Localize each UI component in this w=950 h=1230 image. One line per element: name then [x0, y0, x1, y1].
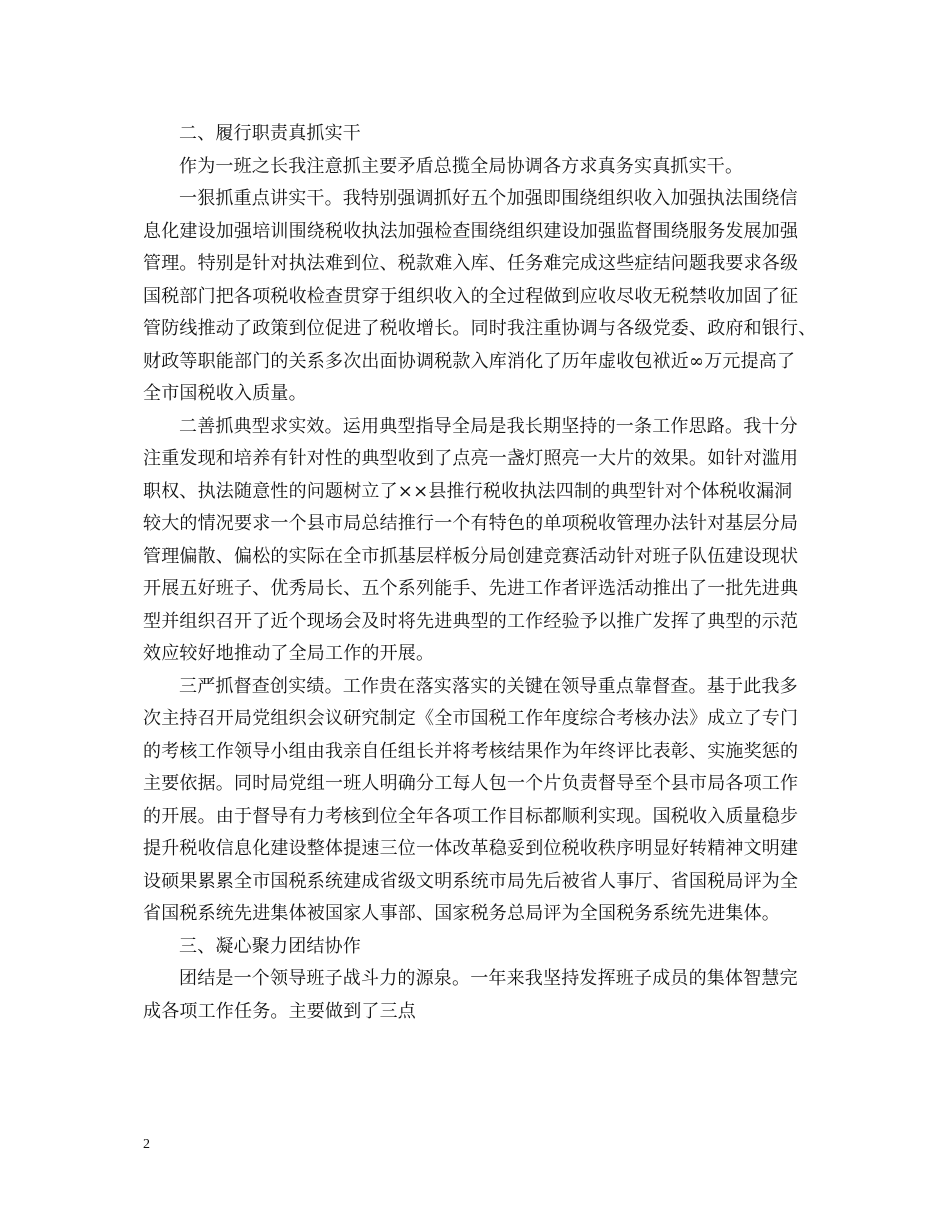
text-line: 开展五好班子、优秀局长、五个系列能手、先进工作者评选活动推出了一批先进典 [143, 578, 799, 599]
text-line: 的开展。由于督导有力考核到位全年各项工作目标都顺利实现。国税收入质量稳步 [143, 805, 799, 827]
text-line: 息化建设加强培训围绕税收执法加强检查围绕组织建设加强监督围绕服务发展加强 [143, 220, 799, 242]
text-line: 团结是一个领导班子战斗力的源泉。一年来我坚持发挥班子成员的集体智慧完 [179, 968, 798, 989]
text-line: 作为一班之长我注意抓主要矛盾总揽全局协调各方求真务实真抓实干。 [179, 155, 744, 177]
text-line: 的考核工作领导小组由我亲自任组长并将考核结果作为年终评比表彰、实施奖惩的 [143, 740, 799, 762]
text-line: 提升税收信息化建设整体提速三位一体改革稳妥到位税收秩序明显好转精神文明建 [143, 838, 799, 859]
text-line: 国税部门把各项税收检查贯穿于组织收入的全过程做到应收尽收无税禁收加固了征 [143, 285, 799, 307]
text-line: 型并组织召开了近个现场会及时将先进典型的工作经验予以推广发挥了典型的示范 [143, 610, 799, 632]
text-line: 成各项工作任务。主要做到了三点 [143, 1000, 416, 1022]
text-line: 管理偏散、偏松的实际在全市抓基层样板分局创建竞赛活动针对班子队伍建设现状 [143, 545, 799, 567]
text-line: 管理。特别是针对执法难到位、税款难入库、任务难完成这些症结问题我要求各级 [143, 253, 799, 274]
text-line: 全市国税收入质量。 [143, 383, 307, 404]
text-line: 三严抓督查创实绩。工作贵在落实落实的关键在领导重点靠督查。基于此我多 [179, 675, 798, 697]
text-line: 设硕果累累全市国税系统建成省级文明系统市局先后被省人事厅、省国税局评为全 [143, 870, 799, 892]
text-line: 省国税系统先进集体被国家人事部、国家税务总局评为全国税务系统先进集体。 [143, 903, 780, 924]
text-line: 管防线推动了政策到位促进了税收增长。同时我注重协调与各级党委、政府和银行、 [143, 318, 817, 339]
text-line: 职权、执法随意性的问题树立了××县推行税收执法四制的典型针对个体税收漏洞 [143, 480, 793, 502]
text-line: 较大的情况要求一个县市局总结推行一个有特色的单项税收管理办法针对基层分局 [143, 513, 799, 534]
text-line: 三、凝心聚力团结协作 [179, 935, 361, 957]
text-line: 次主持召开局党组织会议研究制定《全市国税工作年度综合考核办法》成立了专门 [143, 708, 799, 729]
text-line: 一狠抓重点讲实干。我特别强调抓好五个加强即围绕组织收入加强执法围绕信 [179, 188, 798, 209]
text-line: 财政等职能部门的关系多次出面协调税款入库消化了历年虚收包袱近∞万元提高了 [143, 350, 796, 372]
text-line: 主要依据。同时局党组一班人明确分工每人包一个片负责督导至个县市局各项工作 [143, 773, 799, 794]
document-body [143, 118, 833, 1028]
text-line: 效应较好地推动了全局工作的开展。 [143, 643, 435, 664]
text-line: 二善抓典型求实效。运用典型指导全局是我长期坚持的一条工作思路。我十分 [179, 415, 798, 437]
page-number: 2 [143, 1137, 150, 1152]
text-line: 注重发现和培养有针对性的典型收到了点亮一盏灯照亮一大片的效果。如针对滥用 [143, 448, 799, 469]
text-line: 二、履行职责真抓实干 [179, 123, 361, 144]
